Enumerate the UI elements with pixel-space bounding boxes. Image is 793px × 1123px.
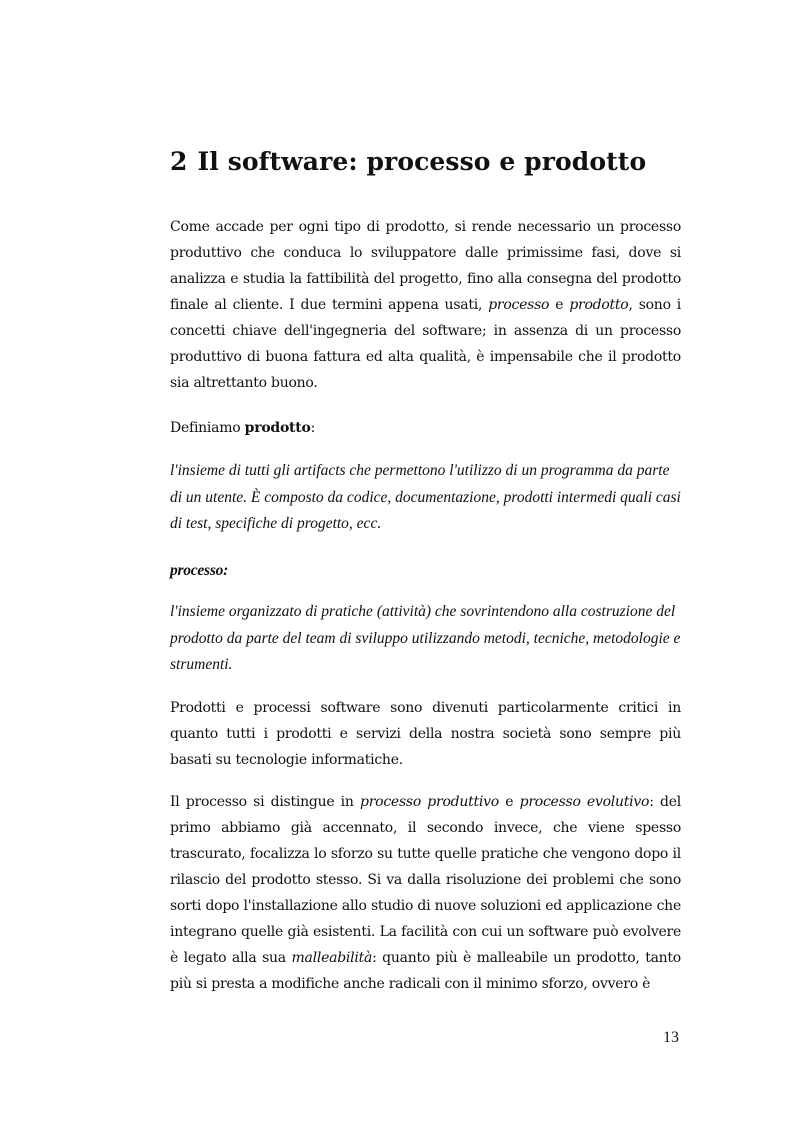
page-number: 13 — [663, 1029, 679, 1046]
term-malleabilita: malleabilità — [291, 950, 373, 966]
evolution-text-c: : del primo abbiamo già accennato, il secondo invece, che viene spesso trascurato, focalizza lo sforzo su tutte quelle pratiche che vengono dopo il rilascio del prodotto stesso. Si va dalla risoluzione dei problemi che sono sorti dopo l'installazione allo studio di nuove soluzioni ed applicazione che integrano quelle già esistenti. La facilità con cui un software può evolvere è legato alla sua — [170, 794, 682, 966]
intro-text-b: e — [549, 297, 570, 313]
chapter-number: 2 — [170, 147, 188, 176]
processo-label: processo: — [170, 562, 229, 579]
definition-prodotto: l'insieme di tutti gli artifacts che permettono l'utilizzo di un programma da parte di un utente. È composto da codice, documentazione, prodotti intermedi quali casi di test, specifiche di progetto, ecc. — [170, 462, 681, 532]
definiamo-term: prodotto — [244, 420, 311, 436]
definiamo-colon: : — [310, 420, 316, 436]
evolution-text-a: Il processo si distingue in — [170, 794, 360, 810]
chapter-title: Il software: processo e prodotto — [197, 147, 647, 176]
evolution-paragraph — [170, 789, 681, 997]
definition-processo: l'insieme organizzato di pratiche (attività) che sovrintendono alla costruzione del prodotto da parte del team di sviluppo utilizzando metodi, tecniche, metodologie e strumenti. — [170, 603, 681, 673]
critical-paragraph: Prodotti e processi software sono divenuti particolarmente critici in quanto tutti i prodotti e servizi della nostra società sono sempre più basati su tecnologie informatiche. — [170, 700, 681, 768]
term-prodotto: prodotto — [569, 297, 629, 313]
term-processo: processo — [488, 297, 550, 313]
term-processo-evolutivo: processo evolutivo — [519, 794, 650, 810]
definiamo-lead: Definiamo — [170, 420, 245, 436]
chapter-heading — [170, 144, 646, 180]
intro-text-c: , sono i concetti chiave dell'ingegneria del software; in assenza di un processo produttivo di buona fattura ed alta qualità, è impensabile che il prodotto sia altrettanto buono. — [170, 297, 682, 391]
term-processo-produttivo: processo produttivo — [359, 794, 499, 810]
evolution-text-d: : quanto più è malleabile un prodotto, tanto più si presta a modifiche anche radicali con il minimo sforzo, ovvero è — [170, 950, 681, 992]
evolution-text-b: e — [498, 794, 520, 810]
intro-paragraph — [170, 214, 681, 396]
definiamo-line — [170, 415, 681, 441]
intro-text-a: Come accade per ogni tipo di prodotto, si rende necessario un processo produttivo che conduca lo sviluppatore dalle primissime fasi, dove si analizza e studia la fattibilità del progetto, fino alla consegna del prodotto finale al cliente. I due termini appena usati, — [170, 219, 681, 313]
